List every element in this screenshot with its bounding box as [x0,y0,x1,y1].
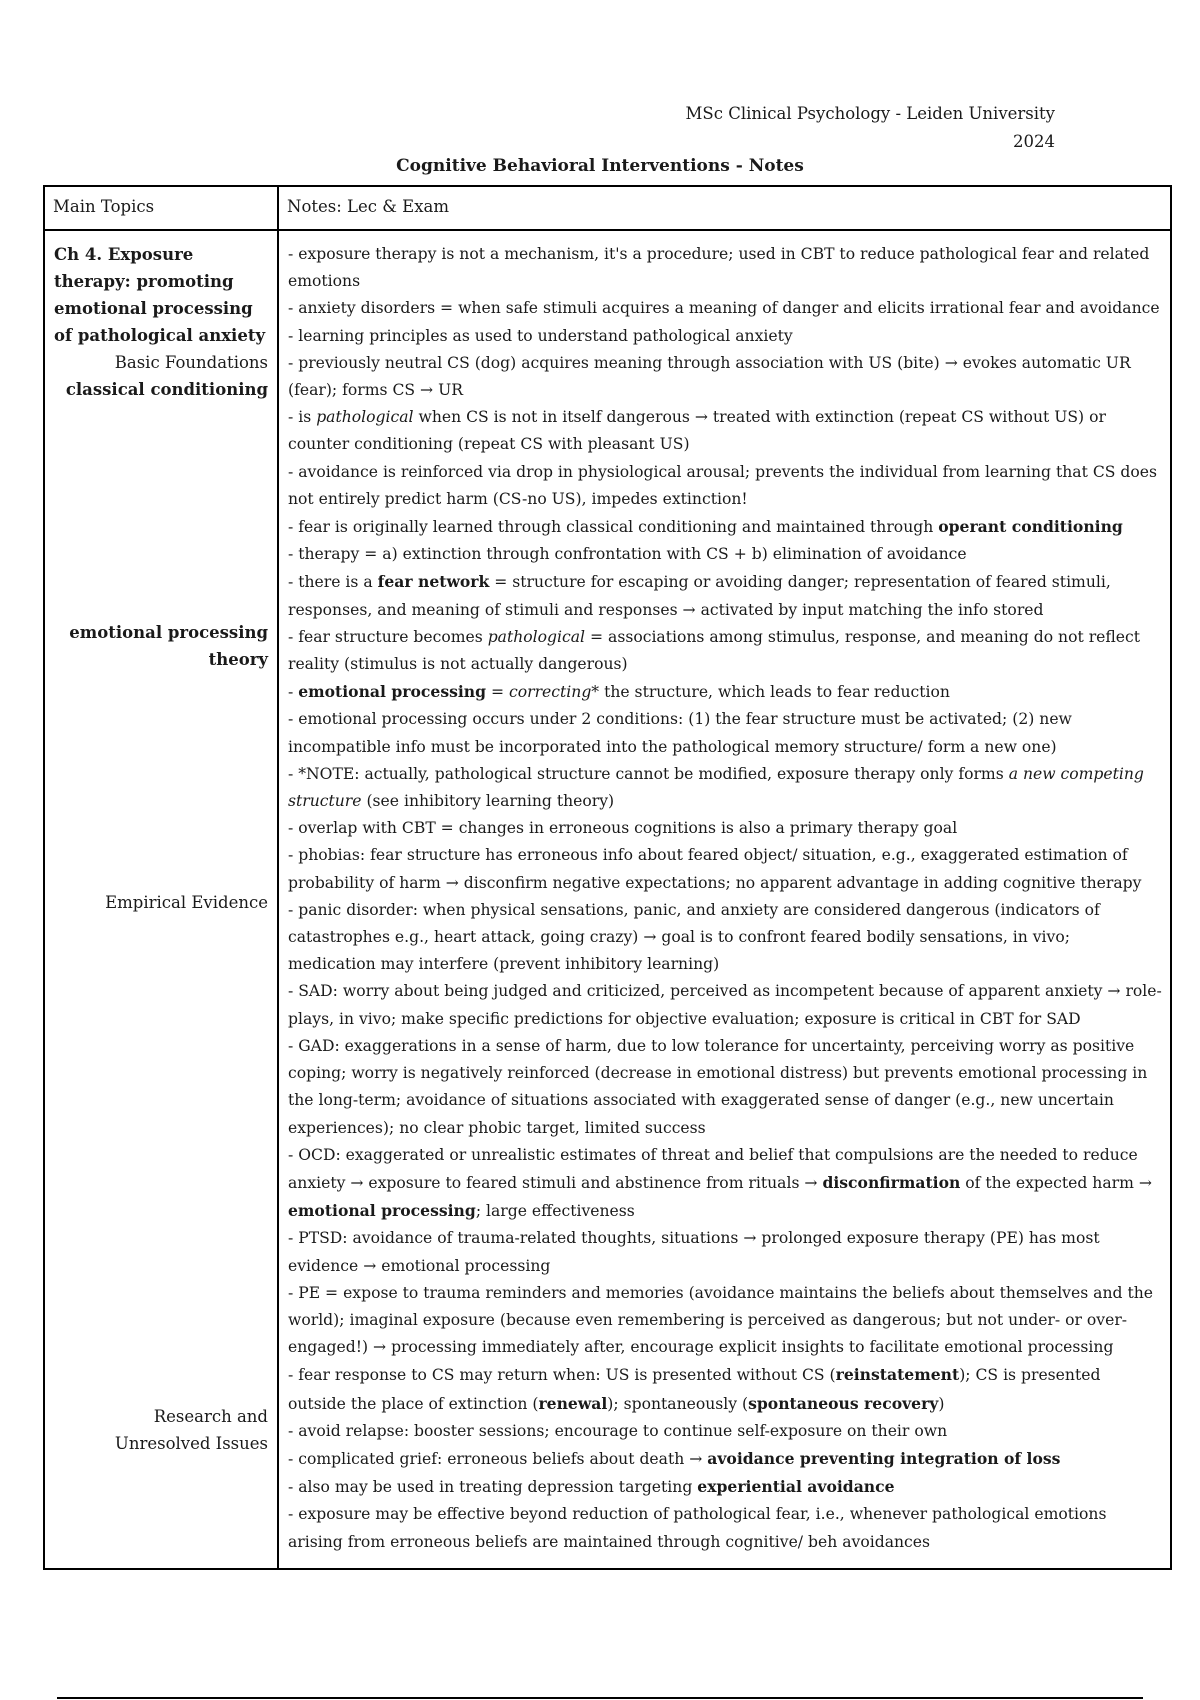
program-name: MSc Clinical Psychology - Leiden University [685,104,1055,123]
note-item: - emotional processing = correcting* the structure, which leads to fear reduction [288,682,950,702]
note-item: - *NOTE: actually, pathological structure cannot be modified, exposure therapy only forms a new competing structure (see inhibitory learning theory) [288,764,1144,811]
note-item: - learning principles as used to understand pathological anxiety [288,326,793,345]
note-item: - therapy = a) extinction through confrontation with CS + b) elimination of avoidance [288,545,967,564]
term-experiential-avoidance: experiential avoidance [697,1477,895,1497]
term-operant-conditioning: operant conditioning [938,517,1123,537]
note-item: - avoid relapse: booster sessions; encourage to continue self-exposure on their own [288,1421,948,1440]
note-item: - OCD: exaggerated or unrealistic estimates of threat and belief that compulsions are the needed to reduce anxiety → exposure to feared stimuli and abstinence from rituals → disconfirmation of the expected harm → emotional processing; large effectiveness [288,1145,1152,1221]
term-emotional-processing: emotional processing [298,682,487,702]
term-renewal: renewal [538,1393,608,1413]
note-item: - SAD: worry about being judged and criticized, perceived as incompetent because of apparent anxiety → role-plays, in vivo; make specific predictions for objective evaluation; exposure is critical in CBT for SAD [288,982,1162,1028]
note-item: - avoidance is reinforced via drop in physiological arousal; prevents the individual from learning that CS does not entirely predict harm (CS-no US), impedes extinction! [288,462,1158,508]
main-topics-cell [44,230,278,1569]
term-fear-network: fear network [377,572,490,592]
note-item: - fear response to CS may return when: US is presented without CS (reinstatement); CS is presented outside the place of extinction (renewal); spontaneously (spontaneous recovery) [288,1365,1101,1413]
emphasis-new-structure: a new competing structure [288,764,1144,811]
note-item: - overlap with CBT = changes in erroneous cognitions is also a primary therapy goal [288,819,958,838]
note-item: - fear structure becomes pathological = associations among stimulus, response, and meaning do not reflect reality (stimulus is not actually dangerous) [288,627,1141,674]
footer-divider [57,1697,1143,1699]
notes-table [43,185,1172,1570]
table-header-row [44,186,1171,230]
note-item: - fear is originally learned through classical conditioning and maintained through operant conditioning [288,517,1123,537]
column-header-notes: Notes: Lec & Exam [278,186,1171,230]
term-disconfirmation: disconfirmation [822,1172,961,1192]
term-emotional-processing: emotional processing [288,1201,476,1221]
note-item: - phobias: fear structure has erroneous info about feared object/ situation, e.g., exaggerated estimation of probability of harm → disconfirm negative expectations; no apparent advantage in adding cognitive therapy [288,846,1142,892]
note-item: - exposure may be effective beyond reduction of pathological fear, i.e., whenever pathological emotions arising from erroneous beliefs are maintained through cognitive/ beh avoidances [288,1505,1107,1551]
term-spontaneous-recovery: spontaneous recovery [748,1393,939,1413]
note-item: - there is a fear network = structure for escaping or avoiding danger; representation of feared stimuli, responses, and meaning of stimuli and responses → activated by input matching the info stored [288,572,1111,619]
topic-empirical-evidence: Empirical Evidence [105,893,268,912]
column-header-main-topics: Main Topics [44,186,278,230]
note-item: - GAD: exaggerations in a sense of harm, due to low tolerance for uncertainty, perceiving worry as positive coping; worry is negatively reinforced (decrease in emotional distress) but prevents emotional processing in the long-term; avoidance of situations associated with exaggerated sense of danger (e.g., new uncertain experiences); no clear phobic target, limited success [288,1036,1148,1137]
year: 2024 [1013,132,1055,151]
term-reinstatement: reinstatement [835,1365,960,1385]
emphasis-pathological: pathological [316,408,414,427]
chapter-title: Ch 4. Exposure therapy: promoting emotional processing of pathological anxiety [54,245,266,345]
note-item: - complicated grief: erroneous beliefs about death → avoidance preventing integration of loss [288,1448,1061,1468]
note-item: - anxiety disorders = when safe stimuli acquires a meaning of danger and elicits irrational fear and avoidance [288,299,1160,318]
topic-research-unresolved: Research and Unresolved Issues [114,1407,268,1453]
note-item: - also may be used in treating depression targeting experiential avoidance [288,1477,895,1497]
table-body-row [44,230,1171,1569]
note-item: - PE = expose to trauma reminders and memories (avoidance maintains the beliefs about themselves and the world); imaginal exposure (because even remembering is perceived as dangerous; but not under- or over-engaged!) → processing immediately after, encourage explicit insights to facilitate emotional processing [288,1283,1153,1357]
topic-basic-foundations: Basic Foundations [114,353,268,372]
emphasis-correcting: correcting* [509,683,600,702]
note-item: - panic disorder: when physical sensations, panic, and anxiety are considered dangerous (indicators of catastrophes e.g., heart attack, going crazy) → goal is to confront feared bodily sensations, in vivo; medication may interfere (prevent inhibitory learning) [288,900,1100,974]
topic-classical-conditioning: classical conditioning [65,380,268,399]
note-item: - is pathological when CS is not in itself dangerous → treated with extinction (repeat CS without US) or counter conditioning (repeat CS with pleasant US) [288,408,1106,454]
topic-emotional-processing-theory: emotional processing theory [69,623,268,669]
note-item: - emotional processing occurs under 2 conditions: (1) the fear structure must be activated; (2) new incompatible info must be incorporated into the pathological memory structure/ form a new one) [288,710,1072,756]
note-item: - PTSD: avoidance of trauma-related thoughts, situations → prolonged exposure therapy (PE) has most evidence → emotional processing [288,1229,1100,1275]
document-title: Cognitive Behavioral Interventions - Notes [396,156,804,176]
term-avoidance-integration-loss: avoidance preventing integration of loss [707,1448,1061,1468]
note-item: - exposure therapy is not a mechanism, it's a procedure; used in CBT to reduce pathological fear and related emotions [288,245,1150,291]
emphasis-pathological: pathological [487,627,586,646]
note-item: - previously neutral CS (dog) acquires meaning through association with US (bite) → evokes automatic UR (fear); forms CS → UR [288,353,1131,400]
header-info [686,100,1055,156]
notes-cell [278,230,1171,1569]
